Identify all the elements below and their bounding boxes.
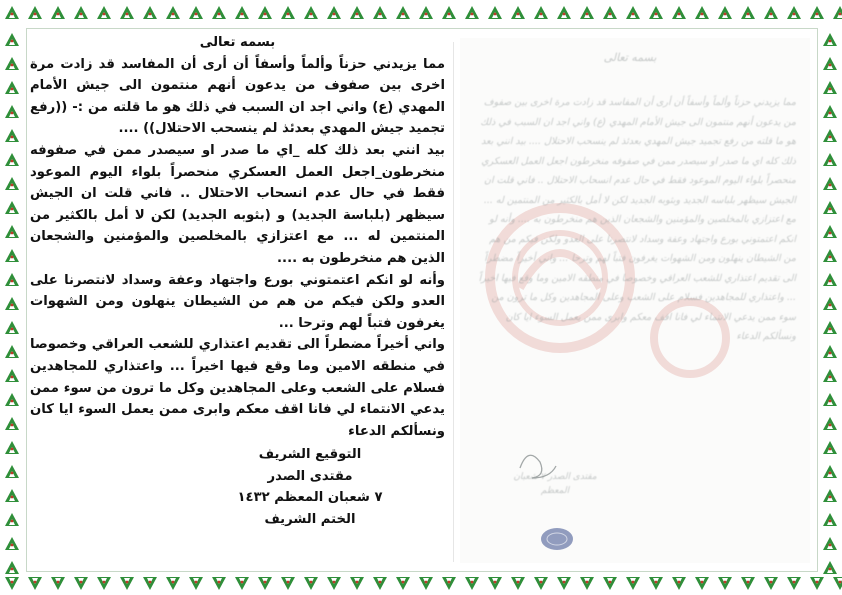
border-ornament-icon <box>5 417 19 430</box>
border-ornament-icon <box>695 6 709 19</box>
border-ornament-icon <box>823 561 837 574</box>
border-top <box>0 0 842 26</box>
border-ornament-icon <box>741 6 755 19</box>
border-ornament-icon <box>823 393 837 406</box>
border-ornament-icon <box>5 81 19 94</box>
border-ornament-icon <box>823 321 837 334</box>
border-ornament-icon <box>235 6 249 19</box>
border-ornament-icon <box>488 577 502 590</box>
border-ornament-icon <box>465 6 479 19</box>
border-ornament-icon <box>258 577 272 590</box>
border-ornament-icon <box>5 369 19 382</box>
border-ornament-icon <box>327 6 341 19</box>
border-ornament-icon <box>419 6 433 19</box>
border-ornament-icon <box>787 6 801 19</box>
border-ornament-icon <box>281 6 295 19</box>
border-ornament-icon <box>741 577 755 590</box>
border-ornament-icon <box>189 6 203 19</box>
signature-label: التوقيع الشريف <box>258 447 362 463</box>
border-ornament-icon <box>304 577 318 590</box>
seal-stamp-icon <box>541 528 573 550</box>
border-ornament-icon <box>695 577 709 590</box>
border-ornament-icon <box>120 577 134 590</box>
border-ornament-icon <box>787 577 801 590</box>
border-ornament-icon <box>823 153 837 166</box>
border-ornament-icon <box>823 465 837 478</box>
border-ornament-icon <box>373 577 387 590</box>
border-ornament-icon <box>823 105 837 118</box>
border-ornament-icon <box>649 6 663 19</box>
border-ornament-icon <box>5 393 19 406</box>
border-ornament-icon <box>823 513 837 526</box>
border-ornament-icon <box>5 225 19 238</box>
seal-label: الختم الشريف <box>264 512 356 528</box>
border-ornament-icon <box>488 6 502 19</box>
border-ornament-icon <box>235 577 249 590</box>
border-ornament-icon <box>823 273 837 286</box>
scan-signoff: مقتدى الصدر ٧ شعبان المعظم <box>513 472 597 496</box>
border-ornament-icon <box>603 577 617 590</box>
column-divider <box>453 42 454 562</box>
border-ornament-icon <box>672 577 686 590</box>
paragraph-3: وأنه لو انكم اعتمتوني بورع واجتهاد وعفة وسداد لانتصرنا على العدو ولكن فيكم من هم من الشيطان ينهلون ومن الشهوات يغرفون فتباً لهم وترحا ... <box>30 272 445 331</box>
border-ornament-icon <box>823 201 837 214</box>
border-ornament-icon <box>396 577 410 590</box>
border-ornament-icon <box>626 6 640 19</box>
border-ornament-icon <box>580 577 594 590</box>
border-ornament-icon <box>350 577 364 590</box>
border-ornament-icon <box>97 577 111 590</box>
border-ornament-icon <box>281 577 295 590</box>
border-ornament-icon <box>189 577 203 590</box>
border-ornament-icon <box>626 577 640 590</box>
border-ornament-icon <box>823 297 837 310</box>
border-ornament-icon <box>5 345 19 358</box>
border-ornament-icon <box>51 6 65 19</box>
border-ornament-icon <box>5 465 19 478</box>
basmala-heading: بسمه تعالى <box>199 35 276 50</box>
border-ornament-icon <box>5 297 19 310</box>
border-ornament-icon <box>5 153 19 166</box>
border-ornament-icon <box>823 81 837 94</box>
signer-name: مقتدى الصدر <box>267 468 353 484</box>
border-ornament-icon <box>5 561 19 574</box>
border-ornament-icon <box>51 577 65 590</box>
paragraph-2: بيد انني بعد ذلك كله _اي ما صدر او سيصدر ممن في صفوفه منخرطون_اجعل العمل العسكري منحصراً بلواء اليوم الموعود فقط في حال عدم انسحاب الاحتلال .. فاني قلت ان الجيش سيظهر (بلباسة الجديد) و (بثوبه الجديد) لكن لا أمل بالكثير من المنتمين له ... مع اعتزازي بالمخلصين والمؤمنين والشجعان الذين هم منخرطون به .... <box>30 142 445 266</box>
border-ornament-icon <box>823 57 837 70</box>
paragraph-1: مما يزيدني حزناً وألماً وأسفاً أن أرى أن المفاسد قد زادت مرة اخرى بين صفوف من يدعون أنهم منتمون الى جيش الأمام المهدي (ع) واني اجد ان السبب في ذلك هو ما قلته من :- ((رفع تجميد جيش المهدي بعدئذ لم ينسحب الاحتلال)) .... <box>30 56 445 137</box>
border-ornament-icon <box>5 489 19 502</box>
border-ornament-icon <box>28 577 42 590</box>
border-ornament-icon <box>511 577 525 590</box>
border-ornament-icon <box>373 6 387 19</box>
border-ornament-icon <box>823 441 837 454</box>
border-right <box>818 0 842 595</box>
border-ornament-icon <box>823 225 837 238</box>
border-ornament-icon <box>166 577 180 590</box>
border-ornament-icon <box>823 177 837 190</box>
border-ornament-icon <box>120 6 134 19</box>
border-ornament-icon <box>557 6 571 19</box>
border-ornament-icon <box>534 6 548 19</box>
border-bottom <box>0 572 842 595</box>
border-ornament-icon <box>823 489 837 502</box>
border-ornament-icon <box>511 6 525 19</box>
border-ornament-icon <box>74 577 88 590</box>
border-ornament-icon <box>327 577 341 590</box>
border-ornament-icon <box>5 201 19 214</box>
border-ornament-icon <box>764 577 778 590</box>
border-ornament-icon <box>5 441 19 454</box>
border-ornament-icon <box>5 129 19 142</box>
border-ornament-icon <box>166 6 180 19</box>
border-ornament-icon <box>212 577 226 590</box>
border-ornament-icon <box>5 321 19 334</box>
border-ornament-icon <box>672 6 686 19</box>
border-ornament-icon <box>465 577 479 590</box>
border-ornament-icon <box>442 577 456 590</box>
border-ornament-icon <box>143 6 157 19</box>
typed-transcript <box>30 32 445 570</box>
border-ornament-icon <box>603 6 617 19</box>
scan-basmala: بسمه تعالى <box>603 51 657 64</box>
border-ornament-icon <box>557 577 571 590</box>
border-ornament-icon <box>823 249 837 262</box>
border-ornament-icon <box>5 57 19 70</box>
border-ornament-icon <box>823 537 837 550</box>
border-left <box>0 0 24 595</box>
handwritten-scan <box>460 38 810 563</box>
border-ornament-icon <box>823 369 837 382</box>
border-ornament-icon <box>143 577 157 590</box>
border-ornament-icon <box>823 345 837 358</box>
border-ornament-icon <box>823 129 837 142</box>
border-ornament-icon <box>5 249 19 262</box>
border-ornament-icon <box>718 577 732 590</box>
paragraph-4: واني أخيراً مضطراً الى تقديم اعتذاري للشعب العراقي وخصوصا في منطقه الامين وما وقع فيها اخيراً ... واعتذاري للمجاهدين فسلام على الشعب وعلى المجاهدين وكل ما ترون من سوء ممن يدعي الانتماء لي فانا اقف معكم وابرى ممن يعمل السوء ايا كان ونسألكم الدعاء <box>30 337 445 439</box>
signature-block <box>185 444 435 530</box>
border-ornament-icon <box>580 6 594 19</box>
border-ornament-icon <box>258 6 272 19</box>
scan-handwriting: مما يزيدني حزناً وألماً وأسفاً أن أرى أن المفاسد قد زادت مرة اخرى بين صفوف من يدعون أنهم منتمون الى جيش الأمام المهدي (ع) واني اجد ان السبب في ذلك هو ما قلته من رفع تجميد جيش المهدي بعدئذ لم ينسحب الاحتلال .... بيد انني بعد ذلك كله اي ما صدر او سيصدر ممن في صفوفه منخرطون اجعل العمل العسكري منحصراً بلواء اليوم الموعود فقط في حال عدم انسحاب الاحتلال .. فاني قلت ان الجيش سيظهر بلباسه الجديد وبثوبه الجديد لكن لا أمل بالكثير من المنتمين له ... مع اعتزازي بالمخلصين والمؤمنين والشجعان الذين هم منخرطون به .... وأنه لو انكم اعتمتوني بورع واجتهاد وعفة وسداد لانتصرنا على العدو ولكن فيكم من هم من الشيطان ينهلون ومن الشهوات يغرفون فتباً لهم وترحا ... واني أخيراً مضطراً الى تقديم اعتذاري للشعب العراقي وخصوصا في منطقه الامين وما وقع فيها اخيراً ... واعتذاري للمجاهدين فسلام على الشعب وعلى المجاهدين وكل ما ترون من سوء ممن يدعي الانتماء لي فانا اقف معكم وابرى ممن يعمل السوء ايا كان ونسألكم الدعاء <box>478 97 796 342</box>
border-ornament-icon <box>442 6 456 19</box>
border-ornament-icon <box>823 33 837 46</box>
border-ornament-icon <box>304 6 318 19</box>
border-ornament-icon <box>212 6 226 19</box>
border-ornament-icon <box>28 6 42 19</box>
border-ornament-icon <box>419 577 433 590</box>
border-ornament-icon <box>5 105 19 118</box>
signature-date: ٧ شعبان المعظم ١٤٣٢ <box>237 490 383 506</box>
border-ornament-icon <box>534 577 548 590</box>
border-ornament-icon <box>74 6 88 19</box>
border-ornament-icon <box>396 6 410 19</box>
border-ornament-icon <box>764 6 778 19</box>
border-ornament-icon <box>5 33 19 46</box>
border-ornament-icon <box>823 417 837 430</box>
border-ornament-icon <box>649 577 663 590</box>
border-ornament-icon <box>5 513 19 526</box>
border-ornament-icon <box>5 177 19 190</box>
border-ornament-icon <box>97 6 111 19</box>
border-ornament-icon <box>5 273 19 286</box>
border-ornament-icon <box>718 6 732 19</box>
border-ornament-icon <box>350 6 364 19</box>
border-ornament-icon <box>5 537 19 550</box>
